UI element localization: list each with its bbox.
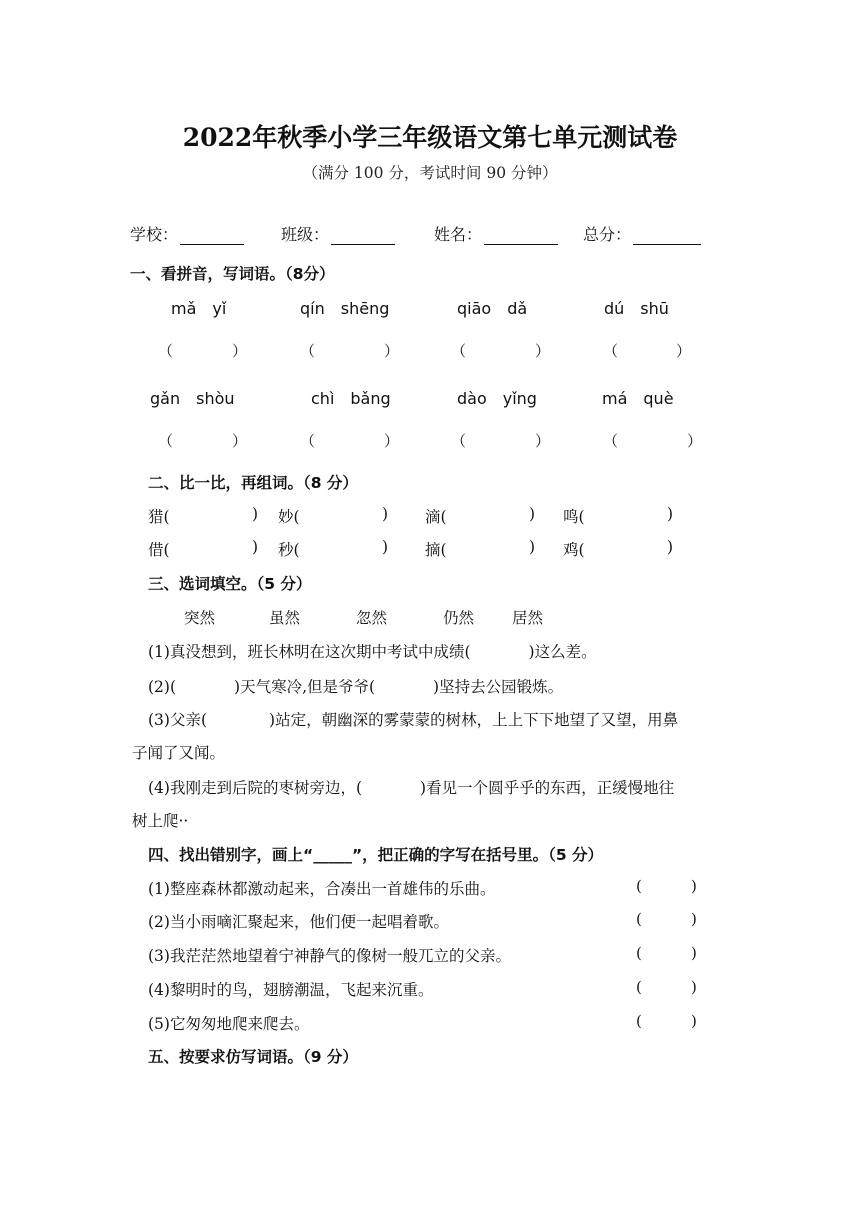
word-option: 居然	[512, 609, 544, 627]
char-item	[278, 505, 300, 527]
paren-open: （	[603, 342, 619, 360]
section5-heading: 五、按要求仿写词语。（9 分）	[148, 1048, 358, 1066]
paren-close: )	[691, 877, 697, 895]
question-3-3-cont: 子闻了又闻。	[132, 744, 226, 762]
paren-close: ）	[676, 342, 692, 360]
word-option: 突然	[184, 609, 216, 627]
paren-open: (	[636, 877, 642, 895]
school-label: 学校：	[130, 225, 179, 244]
pinyin-item: dào yǐng	[457, 389, 537, 408]
section4-heading: 四、找出错别字，画上“_____”，把正确的字写在括号里。（5 分）	[148, 846, 604, 864]
page-title: 2022年秋季小学三年级语文第七单元测试卷	[182, 123, 678, 152]
paren-close: )	[691, 910, 697, 928]
question-3-3	[148, 708, 678, 730]
question-text: (2)(	[148, 678, 177, 696]
paren-close: ）	[535, 432, 551, 450]
paren-close: )	[382, 505, 389, 523]
char: 滴	[425, 508, 441, 526]
char: 猎	[148, 508, 164, 526]
paren-close: ）	[384, 432, 400, 450]
sentence-item: (4)黎明时的鸟，翅膀潮温，飞起来沉重。	[148, 981, 434, 999]
paren-close: )	[667, 505, 674, 523]
paren-open: （	[300, 432, 316, 450]
paren-close: )	[691, 978, 697, 996]
paren-open: (	[293, 541, 300, 559]
class-label: 班级：	[281, 225, 330, 244]
char-item	[278, 538, 300, 560]
question-3-2	[148, 675, 563, 697]
total-field[interactable]	[583, 222, 701, 245]
char-item	[563, 505, 585, 527]
paren-open: (	[293, 508, 300, 526]
paren-close: )	[691, 944, 697, 962]
pinyin-item: gǎn shòu	[150, 389, 235, 408]
paren-open: (	[163, 508, 170, 526]
question-text: )这么差。	[528, 643, 597, 661]
question-text: )看见一个圆乎乎的东西，正缓慢地往	[420, 779, 675, 797]
paren-open: （	[158, 342, 174, 360]
char: 摘	[425, 541, 441, 559]
char-item	[425, 538, 447, 560]
paren-close: )	[691, 1012, 697, 1030]
sentence-item: (2)当小雨嘀汇聚起来，他们便一起唱着歌。	[148, 913, 449, 931]
char: 鸣	[563, 508, 579, 526]
paren-open: （	[451, 432, 467, 450]
paren-close: )	[252, 505, 259, 523]
char-item	[425, 505, 447, 527]
paren-close: )	[529, 538, 536, 556]
pinyin-item: mǎ yǐ	[171, 299, 227, 318]
class-blank[interactable]	[331, 228, 395, 245]
paren-close: ）	[384, 342, 400, 360]
school-blank[interactable]	[180, 228, 244, 245]
name-label: 姓名：	[434, 225, 483, 244]
name-blank[interactable]	[484, 228, 558, 245]
word-option: 忽然	[356, 609, 388, 627]
section1-heading: 一、看拼音，写词语。（8分）	[130, 265, 335, 283]
question-3-4-cont: 树上爬··	[132, 812, 189, 830]
question-text: (3)父亲(	[148, 711, 208, 729]
word-option: 仍然	[443, 609, 475, 627]
pinyin-item: dú shū	[604, 299, 669, 318]
paren-close: ）	[232, 342, 248, 360]
char: 鸡	[563, 541, 579, 559]
paren-open: (	[578, 508, 585, 526]
paren-open: (	[636, 1012, 642, 1030]
page-subtitle: （满分 100 分，考试时间 90 分钟）	[302, 164, 558, 182]
char: 妙	[278, 508, 294, 526]
paren-close: ）	[687, 432, 703, 450]
question-text: )天气寒冷,但是爷爷(	[234, 678, 376, 696]
question-3-4	[148, 776, 674, 798]
paren-close: )	[667, 538, 674, 556]
char-item	[148, 505, 170, 527]
paren-close: )	[529, 505, 536, 523]
paren-open: (	[440, 508, 447, 526]
total-blank[interactable]	[633, 228, 701, 245]
sentence-item: (5)它匆匆地爬来爬去。	[148, 1015, 310, 1033]
name-field[interactable]	[434, 222, 558, 245]
paren-open: （	[451, 342, 467, 360]
char-item	[148, 538, 170, 560]
pinyin-item: qín shēng	[300, 299, 390, 318]
paren-open: (	[636, 978, 642, 996]
char: 秒	[278, 541, 294, 559]
paren-open: (	[636, 910, 642, 928]
paren-open: （	[158, 432, 174, 450]
class-field[interactable]	[281, 222, 395, 245]
pinyin-item: qiāo dǎ	[457, 299, 528, 318]
paren-open: (	[440, 541, 447, 559]
paren-close: )	[252, 538, 259, 556]
paren-open: （	[603, 432, 619, 450]
question-3-1	[148, 640, 597, 662]
question-text: (1)真没想到，班长林明在这次期中考试中成绩(	[148, 643, 471, 661]
section2-heading: 二、比一比，再组词。（8 分）	[148, 474, 358, 492]
question-text: (4)我刚走到后院的枣树旁边，(	[148, 779, 363, 797]
paren-open: (	[163, 541, 170, 559]
word-option: 虽然	[269, 609, 301, 627]
sentence-item: (3)我茫茫然地望着宁神静气的像树一般兀立的父亲。	[148, 947, 511, 965]
char-item	[563, 538, 585, 560]
paren-open: （	[300, 342, 316, 360]
question-text: )站定，朝幽深的雾蒙蒙的树林，上上下下地望了又望，用鼻	[269, 711, 679, 729]
sentence-item: (1)整座森林都激动起来，合凑出一首雄伟的乐曲。	[148, 880, 496, 898]
char: 借	[148, 541, 164, 559]
paren-close: ）	[232, 432, 248, 450]
section3-heading: 三、选词填空。（5 分）	[148, 575, 312, 593]
paren-close: )	[382, 538, 389, 556]
pinyin-item: chì bǎng	[311, 389, 391, 408]
paren-close: ）	[535, 342, 551, 360]
question-text: )坚持去公园锻炼。	[433, 678, 564, 696]
paren-open: (	[636, 944, 642, 962]
school-field[interactable]	[130, 222, 244, 245]
paren-open: (	[578, 541, 585, 559]
pinyin-item: má què	[602, 389, 674, 408]
total-label: 总分：	[583, 225, 632, 244]
